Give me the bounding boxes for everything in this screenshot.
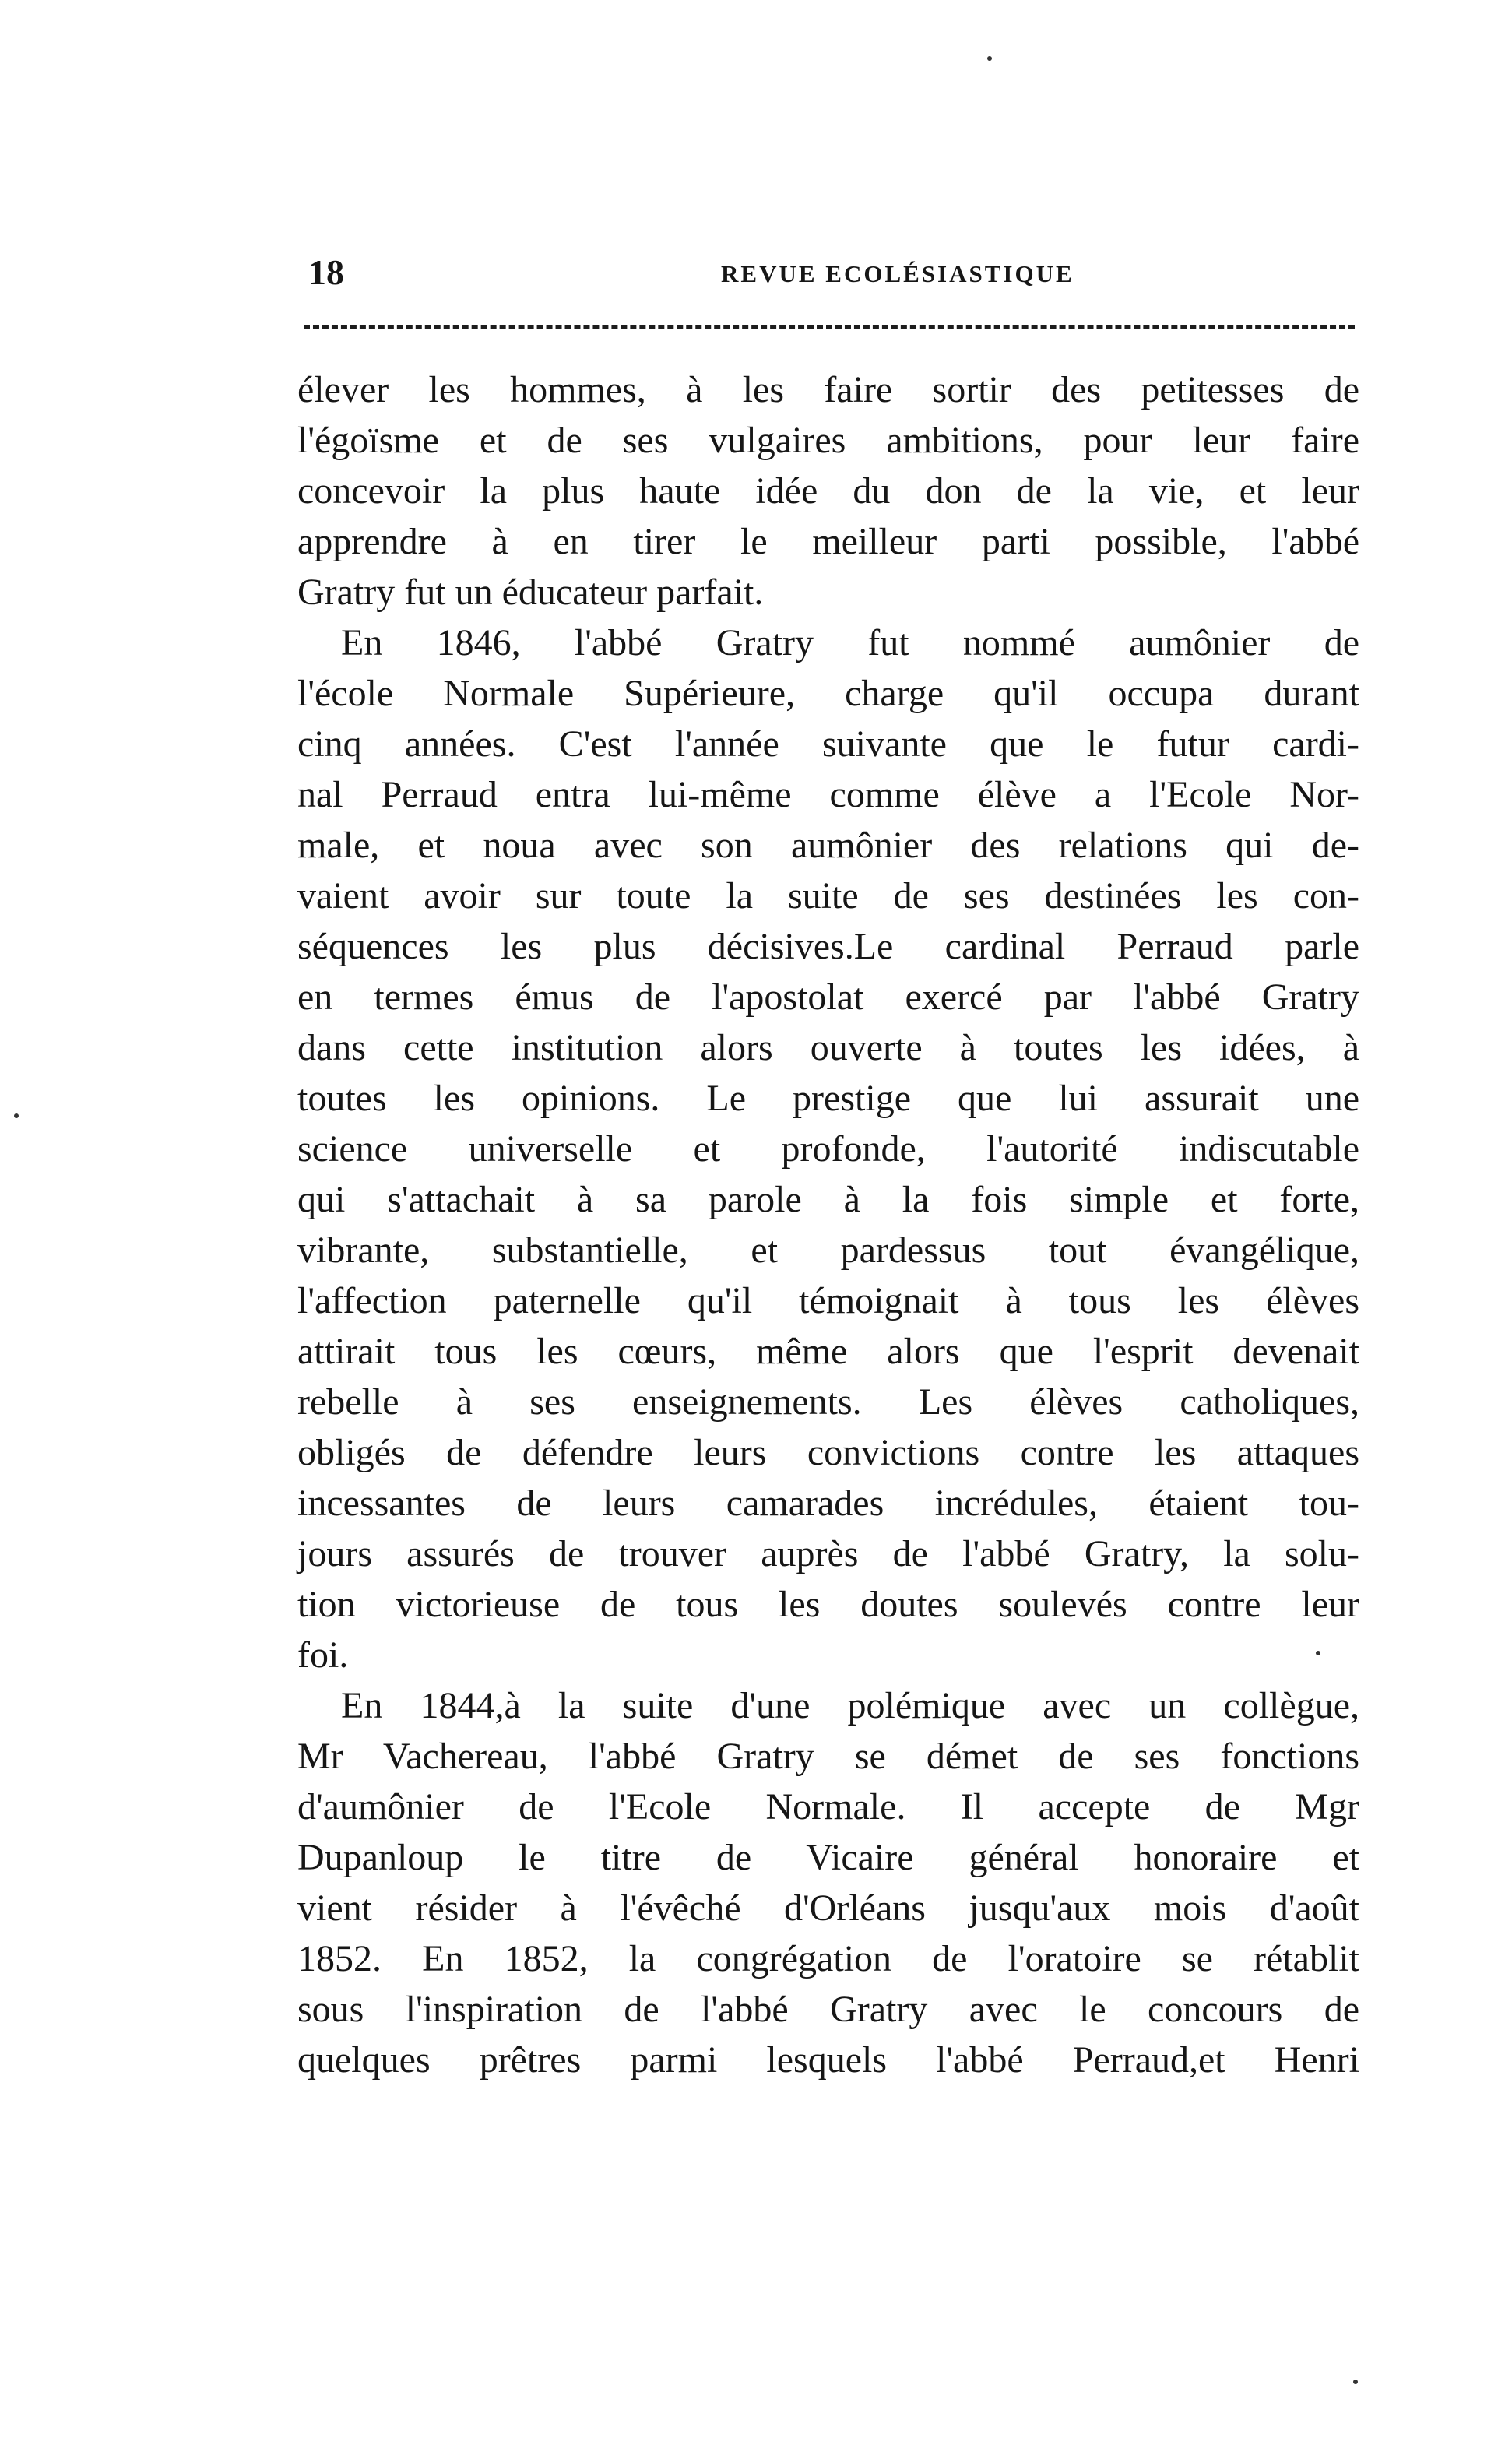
text-line: science universelle et profonde, l'autorité indiscutable [297,1128,1359,1170]
text-line: toutes les opinions. Le prestige que lui assurait une [297,1078,1359,1119]
text-line: 1852. En 1852, la congrégation de l'oratoire se rétablit [297,1938,1359,1979]
text-line: vient résider à l'évêché d'Orléans jusqu'aux mois d'août [297,1887,1359,1929]
text-line: d'aumônier de l'Ecole Normale. Il accepte de Mgr [297,1786,1359,1828]
text-line: Gratry fut un éducateur parfait. [297,572,764,613]
text-line: rebelle à ses enseignements. Les élèves catholiques, [297,1381,1359,1423]
scan-speck [14,1113,19,1118]
scan-speck [1353,2380,1358,2384]
text-line: séquences les plus décisives.Le cardinal Perraud parle [297,926,1359,967]
running-head: REVUE ECOLÉSIASTIQUE [721,260,1074,287]
page-header [293,251,1355,297]
text-line: Dupanloup le titre de Vicaire général honoraire et [297,1837,1359,1878]
text-line: nal Perraud entra lui-même comme élève a l'Ecole Nor- [297,774,1359,815]
text-line: en termes émus de l'apostolat exercé par l'abbé Gratry [297,976,1359,1018]
text-line: dans cette institution alors ouverte à toutes les idées, à [297,1027,1359,1068]
text-line: En 1846, l'abbé Gratry fut nommé aumônier de [341,622,1359,663]
header-rule [304,325,1355,329]
text-line: quelques prêtres parmi lesquels l'abbé Perraud,et Henri [297,2039,1359,2081]
text-line: concevoir la plus haute idée du don de la vie, et leur [297,470,1359,512]
body-text [297,364,1359,2085]
text-line: l'école Normale Supérieure, charge qu'il occupa durant [297,673,1359,714]
text-line: obligés de défendre leurs convictions contre les attaques [297,1432,1359,1473]
text-line: apprendre à en tirer le meilleur parti possible, l'abbé [297,521,1359,562]
text-line: sous l'inspiration de l'abbé Gratry avec le concours de [297,1989,1359,2030]
text-line: vaient avoir sur toute la suite de ses destinées les con- [297,875,1359,916]
text-line: attirait tous les cœurs, même alors que l'esprit devenait [297,1331,1359,1372]
text-line: vibrante, substantielle, et pardessus tout évangélique, [297,1230,1359,1271]
text-line: Mr Vachereau, l'abbé Gratry se démet de ses fonctions [297,1736,1359,1777]
scan-speck [987,56,992,61]
text-line: foi. [297,1634,349,1676]
text-line: male, et noua avec son aumônier des relations qui de- [297,825,1359,866]
text-line: tion victorieuse de tous les doutes soulevés contre leur [297,1584,1359,1625]
text-line: l'affection paternelle qu'il témoignait à tous les élèves [297,1280,1359,1321]
scan-speck [1316,1651,1320,1655]
text-line: incessantes de leurs camarades incrédules, étaient tou- [297,1483,1359,1524]
text-line: cinq années. C'est l'année suivante que le futur cardi- [297,723,1359,765]
text-line: élever les hommes, à les faire sortir des petitesses de [297,369,1359,410]
text-line: jours assurés de trouver auprès de l'abbé Gratry, la solu- [297,1533,1359,1574]
text-line: En 1844,à la suite d'une polémique avec un collègue, [341,1685,1359,1726]
text-line: qui s'attachait à sa parole à la fois simple et forte, [297,1179,1359,1220]
page-number: 18 [308,252,344,292]
text-line: l'égoïsme et de ses vulgaires ambitions, pour leur faire [297,420,1359,461]
